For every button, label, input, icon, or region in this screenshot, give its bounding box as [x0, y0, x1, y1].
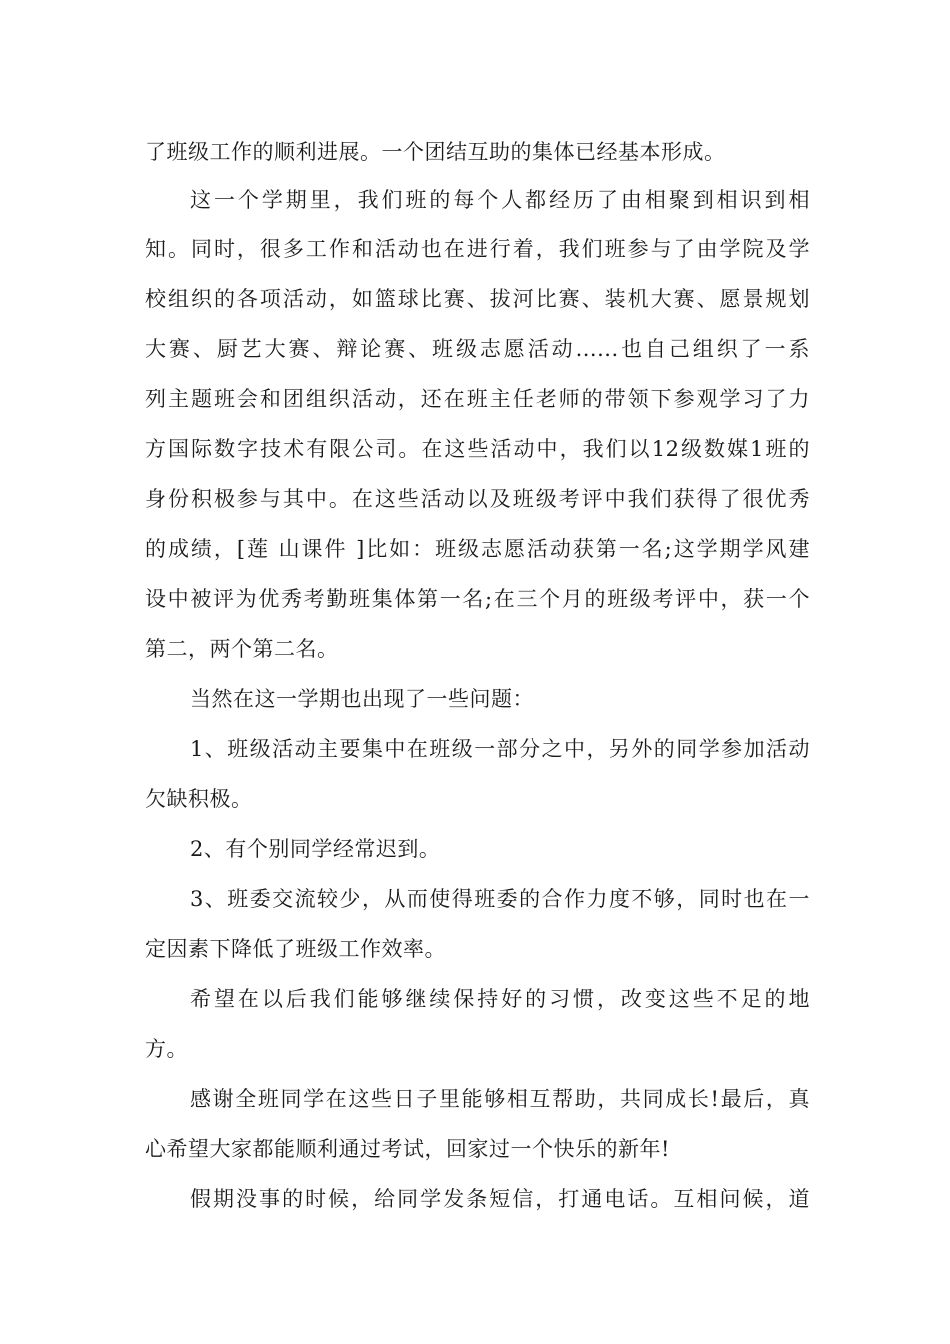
paragraph-line: 的成绩，[莲 山课件 ]比如：班级志愿活动获第一名;这学期学风建 [145, 537, 810, 561]
paragraph-line: 心希望大家都能顺利通过考试，回家过一个快乐的新年! [145, 1137, 670, 1161]
paragraph-line: 假期没事的时候，给同学发条短信，打通电话。互相问候，道 [190, 1187, 810, 1211]
paragraph-line: 第二，两个第二名。 [145, 637, 339, 661]
paragraph-line: 列主题班会和团组织活动，还在班主任老师的带领下参观学习了力 [145, 387, 810, 411]
paragraph-line: 当然在这一学期也出现了一些问题： [190, 687, 534, 711]
paragraph-line: 希望在以后我们能够继续保持好的习惯，改变这些不足的地 [190, 987, 810, 1011]
list-item-line: 1、班级活动主要集中在班级一部分之中，另外的同学参加活动 [190, 737, 810, 761]
paragraph-line: 了班级工作的顺利进展。一个团结互助的集体已经基本形成。 [145, 140, 726, 164]
list-item-line: 3、班委交流较少，从而使得班委的合作力度不够，同时也在一 [190, 887, 810, 911]
list-item-line: 欠缺积极。 [145, 787, 253, 811]
paragraph-line: 方。 [145, 1037, 188, 1061]
paragraph-line: 感谢全班同学在这些日子里能够相互帮助，共同成长!最后，真 [190, 1087, 810, 1111]
list-item-line: 2、有个别同学经常迟到。 [190, 837, 441, 861]
paragraph-line: 知。同时，很多工作和活动也在进行着，我们班参与了由学院及学 [145, 237, 810, 261]
paragraph-line: 方国际数字技术有限公司。在这些活动中，我们以12级数媒1班的 [145, 437, 810, 461]
list-item-line: 定因素下降低了班级工作效率。 [145, 937, 446, 961]
paragraph-line: 这一个学期里，我们班的每个人都经历了由相聚到相识到相 [190, 188, 810, 212]
paragraph-line: 设中被评为优秀考勤班集体第一名;在三个月的班级考评中，获一个 [145, 587, 810, 611]
paragraph-line: 身份积极参与其中。在这些活动以及班级考评中我们获得了很优秀 [145, 487, 810, 511]
paragraph-line: 大赛、厨艺大赛、辩论赛、班级志愿活动......也自己组织了一系 [145, 337, 810, 361]
paragraph-line: 校组织的各项活动，如篮球比赛、拔河比赛、装机大赛、愿景规划 [145, 287, 810, 311]
